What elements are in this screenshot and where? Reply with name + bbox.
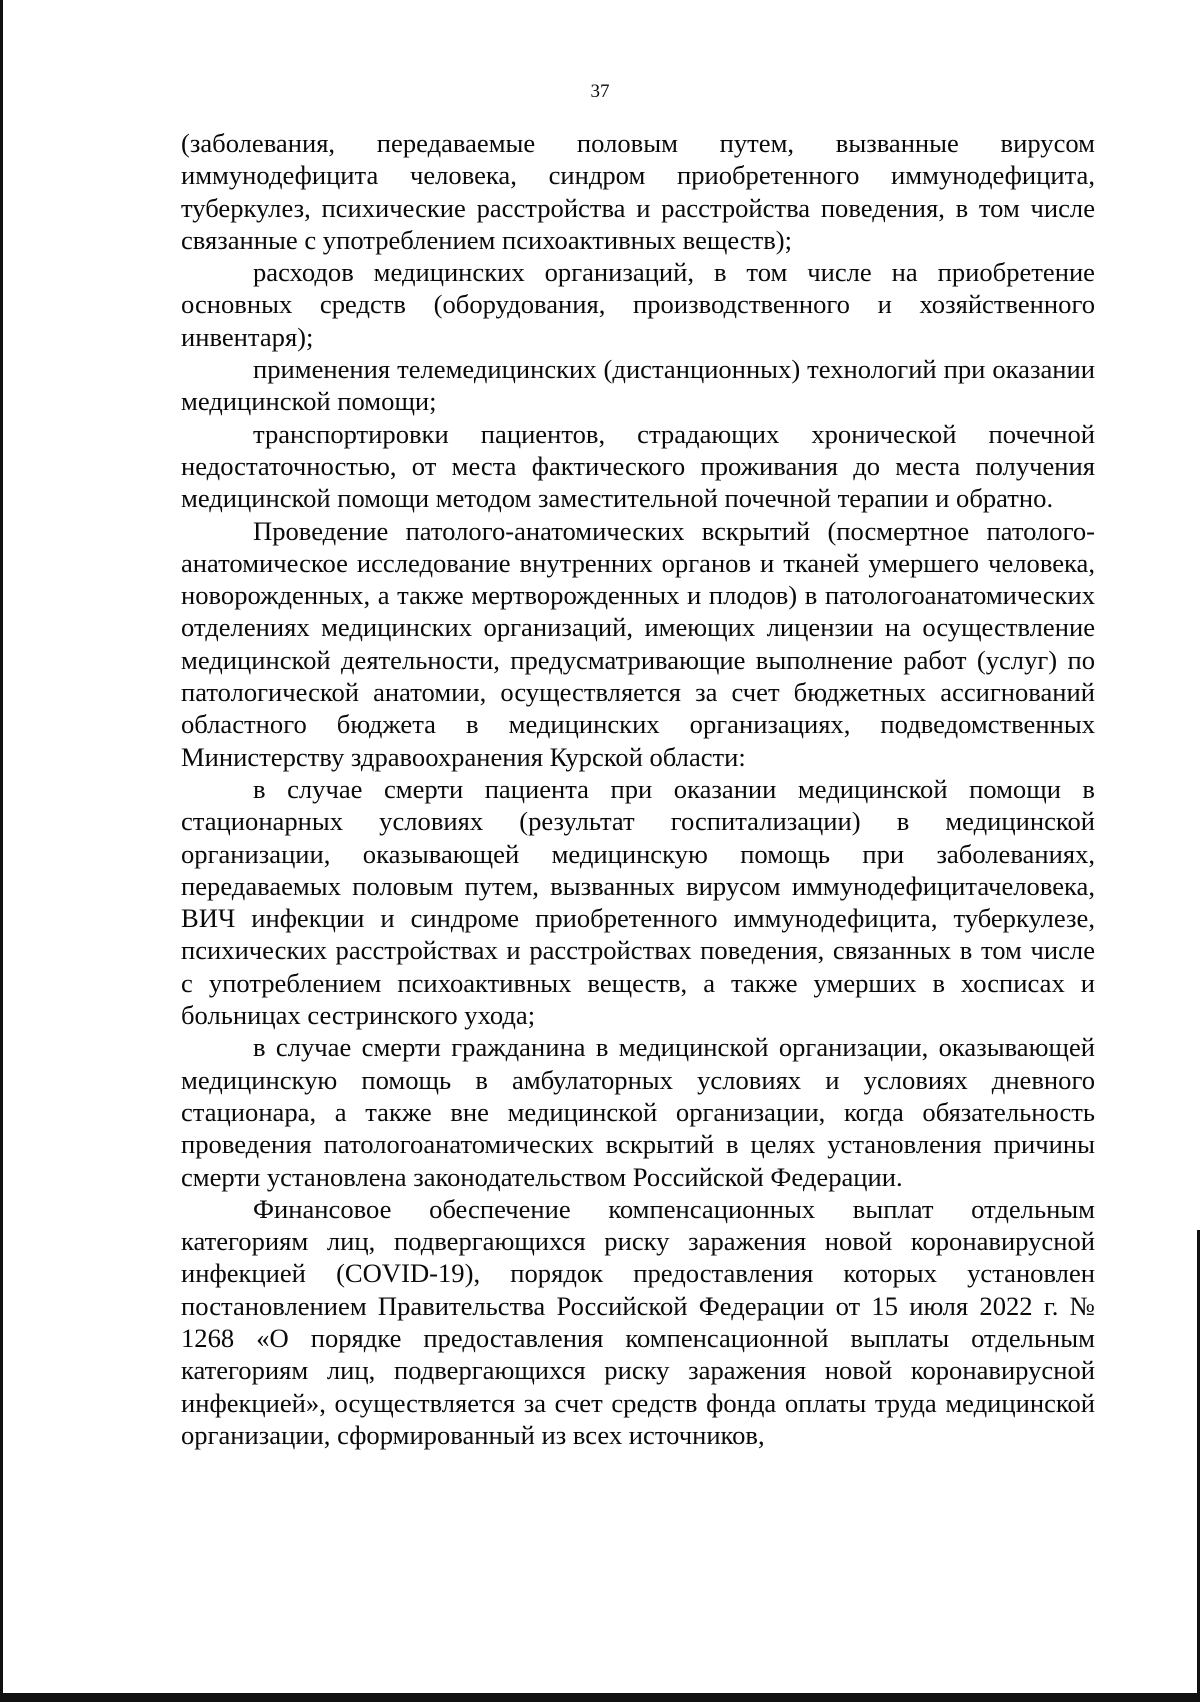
paragraph-covid-compensation: Финансовое обеспечение компенсационных выплат отдельным категориям лиц, подвергающихся риску заражения новой коронавирусной инфекцией (COVID-19), порядок предоставления которых установлен постановлением Правительства Российской Федерации от 15 июля 2022 г. № 1268 «О порядке предоставления компенсационной выплаты отдельным категориям лиц, подвергающихся риску заражения новой коронавирусной инфекцией», осуществляется за счет средств фонда оплаты труда медицинской организации, сформированный из всех источников, <box>181 1193 1095 1450</box>
paragraph-inpatient-death: в случае смерти пациента при оказании медицинской помощи в стационарных условиях (результат госпитализации) в медицинской организации, оказывающей медицинскую помощь при заболеваниях, передаваемых половым путем, вызванных вирусом иммунодефицитачеловека, ВИЧ инфекции и синдроме приобретенного иммунодефицита, туберкулезе, психических расстройствах и расстройствах поведения, связанных в том числе с употреблением психоактивных веществ, а также умерших в хосписах и больницах сестринского ухода; <box>181 773 1095 1031</box>
paragraph-autopsies: Проведение патолого-анатомических вскрытий (посмертное патолого-анатомическое исследование внутренних органов и тканей умершего человека, новорожденных, а также мертворожденных и плодов) в патологоанатомических отделениях медицинских организаций, имеющих лицензии на осуществление медицинской деятельности, предусматривающие выполнение работ (услуг) по патологической анатомии, осуществляется за счет бюджетных ассигнований областного бюджета в медицинских организациях, подведомственных Министерству здравоохранения Курской области: <box>181 515 1095 772</box>
paragraph-patient-transport: транспортировки пациентов, страдающих хронической почечной недостаточностью, от места фактического проживания до места получения медицинской помощи методом заместительной почечной терапии и обратно. <box>181 418 1095 514</box>
document-body <box>181 127 1095 1451</box>
paragraph-diseases-list: (заболевания, передаваемые половым путем, вызванные вирусом иммунодефицита человека, синдром приобретенного иммунодефицита, туберкулез, психические расстройства и расстройства поведения, в том числе связанные с употреблением психоактивных веществ); <box>181 128 1095 255</box>
paragraph-outpatient-death: в случае смерти гражданина в медицинской организации, оказывающей медицинскую помощь в амбулаторных условиях и условиях дневного стационара, а также вне медицинской организации, когда обязательность проведения патологоанатомических вскрытий в целях установления причины смерти установлена законодательством Российской Федерации. <box>181 1032 1095 1192</box>
scan-border-left <box>0 0 3 1702</box>
scan-border-bottom <box>0 1693 1200 1702</box>
paragraph-medical-org-expenses: расходов медицинских организаций, в том числе на приобретение основных средств (оборудования, производственного и хозяйственного инвентаря); <box>181 257 1095 352</box>
page-number: 37 <box>590 81 610 102</box>
paragraph-telemedicine: применения телемедицинских (дистанционных) технологий при оказании медицинской помощи; <box>181 354 1095 417</box>
